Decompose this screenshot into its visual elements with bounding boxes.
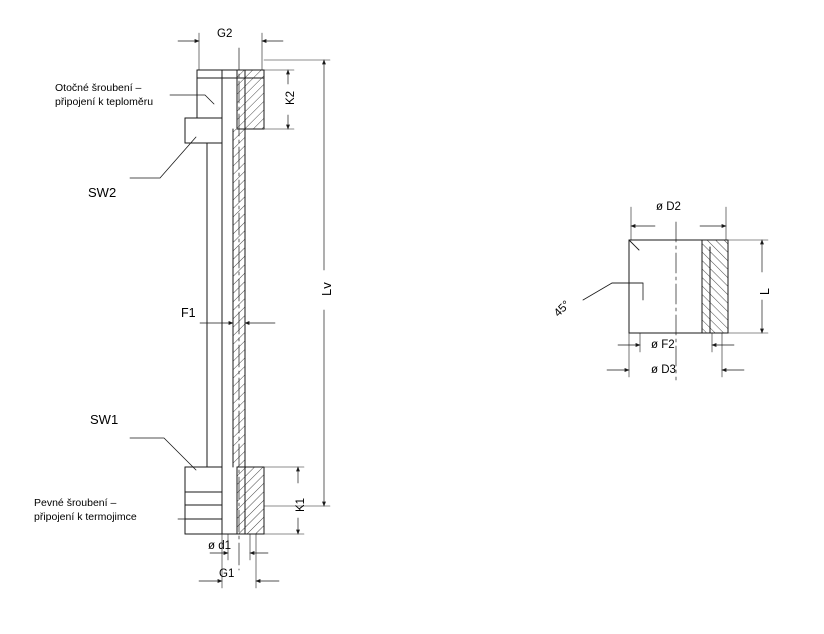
bottom-coupling-sides: [185, 492, 222, 534]
note-top-line2: připojení k teploměru: [55, 96, 154, 108]
chamfer-45: [629, 240, 639, 250]
label-d3: ø D3: [651, 364, 676, 376]
label-k1: K1: [295, 497, 307, 512]
leader-45deg: [583, 283, 643, 300]
label-g2: G2: [217, 28, 233, 40]
note-bottom-line1: Pevné šroubení –: [34, 497, 117, 509]
label-45-degrees: 45°: [552, 298, 573, 320]
leader-45-to-chamfer: [612, 283, 643, 300]
label-k2: K2: [285, 90, 297, 105]
note-top-line1: Otočné šroubení –: [55, 82, 142, 94]
leader-note-top: [170, 95, 214, 104]
bottom-nut-body: [185, 467, 222, 492]
label-f2: ø F2: [651, 339, 675, 351]
bottom-sleeve-hatch: [237, 467, 264, 534]
top-coupling-sides: [197, 70, 222, 118]
tube-outer-sides: [207, 143, 222, 467]
label-g1: G1: [219, 568, 235, 580]
label-sw2: SW2: [88, 185, 117, 200]
bushing-hatch: [702, 240, 728, 333]
main-view-geometry: [130, 33, 768, 588]
top-sleeve-hatch: [237, 70, 264, 129]
label-f1: F1: [181, 306, 196, 320]
top-nut-body: [185, 118, 222, 143]
label-d2: ø D2: [656, 201, 681, 213]
leader-sw1: [130, 438, 196, 470]
label-lv: Lv: [319, 282, 334, 296]
label-d1: ø d1: [208, 540, 232, 552]
note-bottom-line2: připojení k termojimce: [34, 511, 137, 523]
label-sw1: SW1: [90, 412, 119, 427]
label-l: L: [758, 288, 772, 295]
